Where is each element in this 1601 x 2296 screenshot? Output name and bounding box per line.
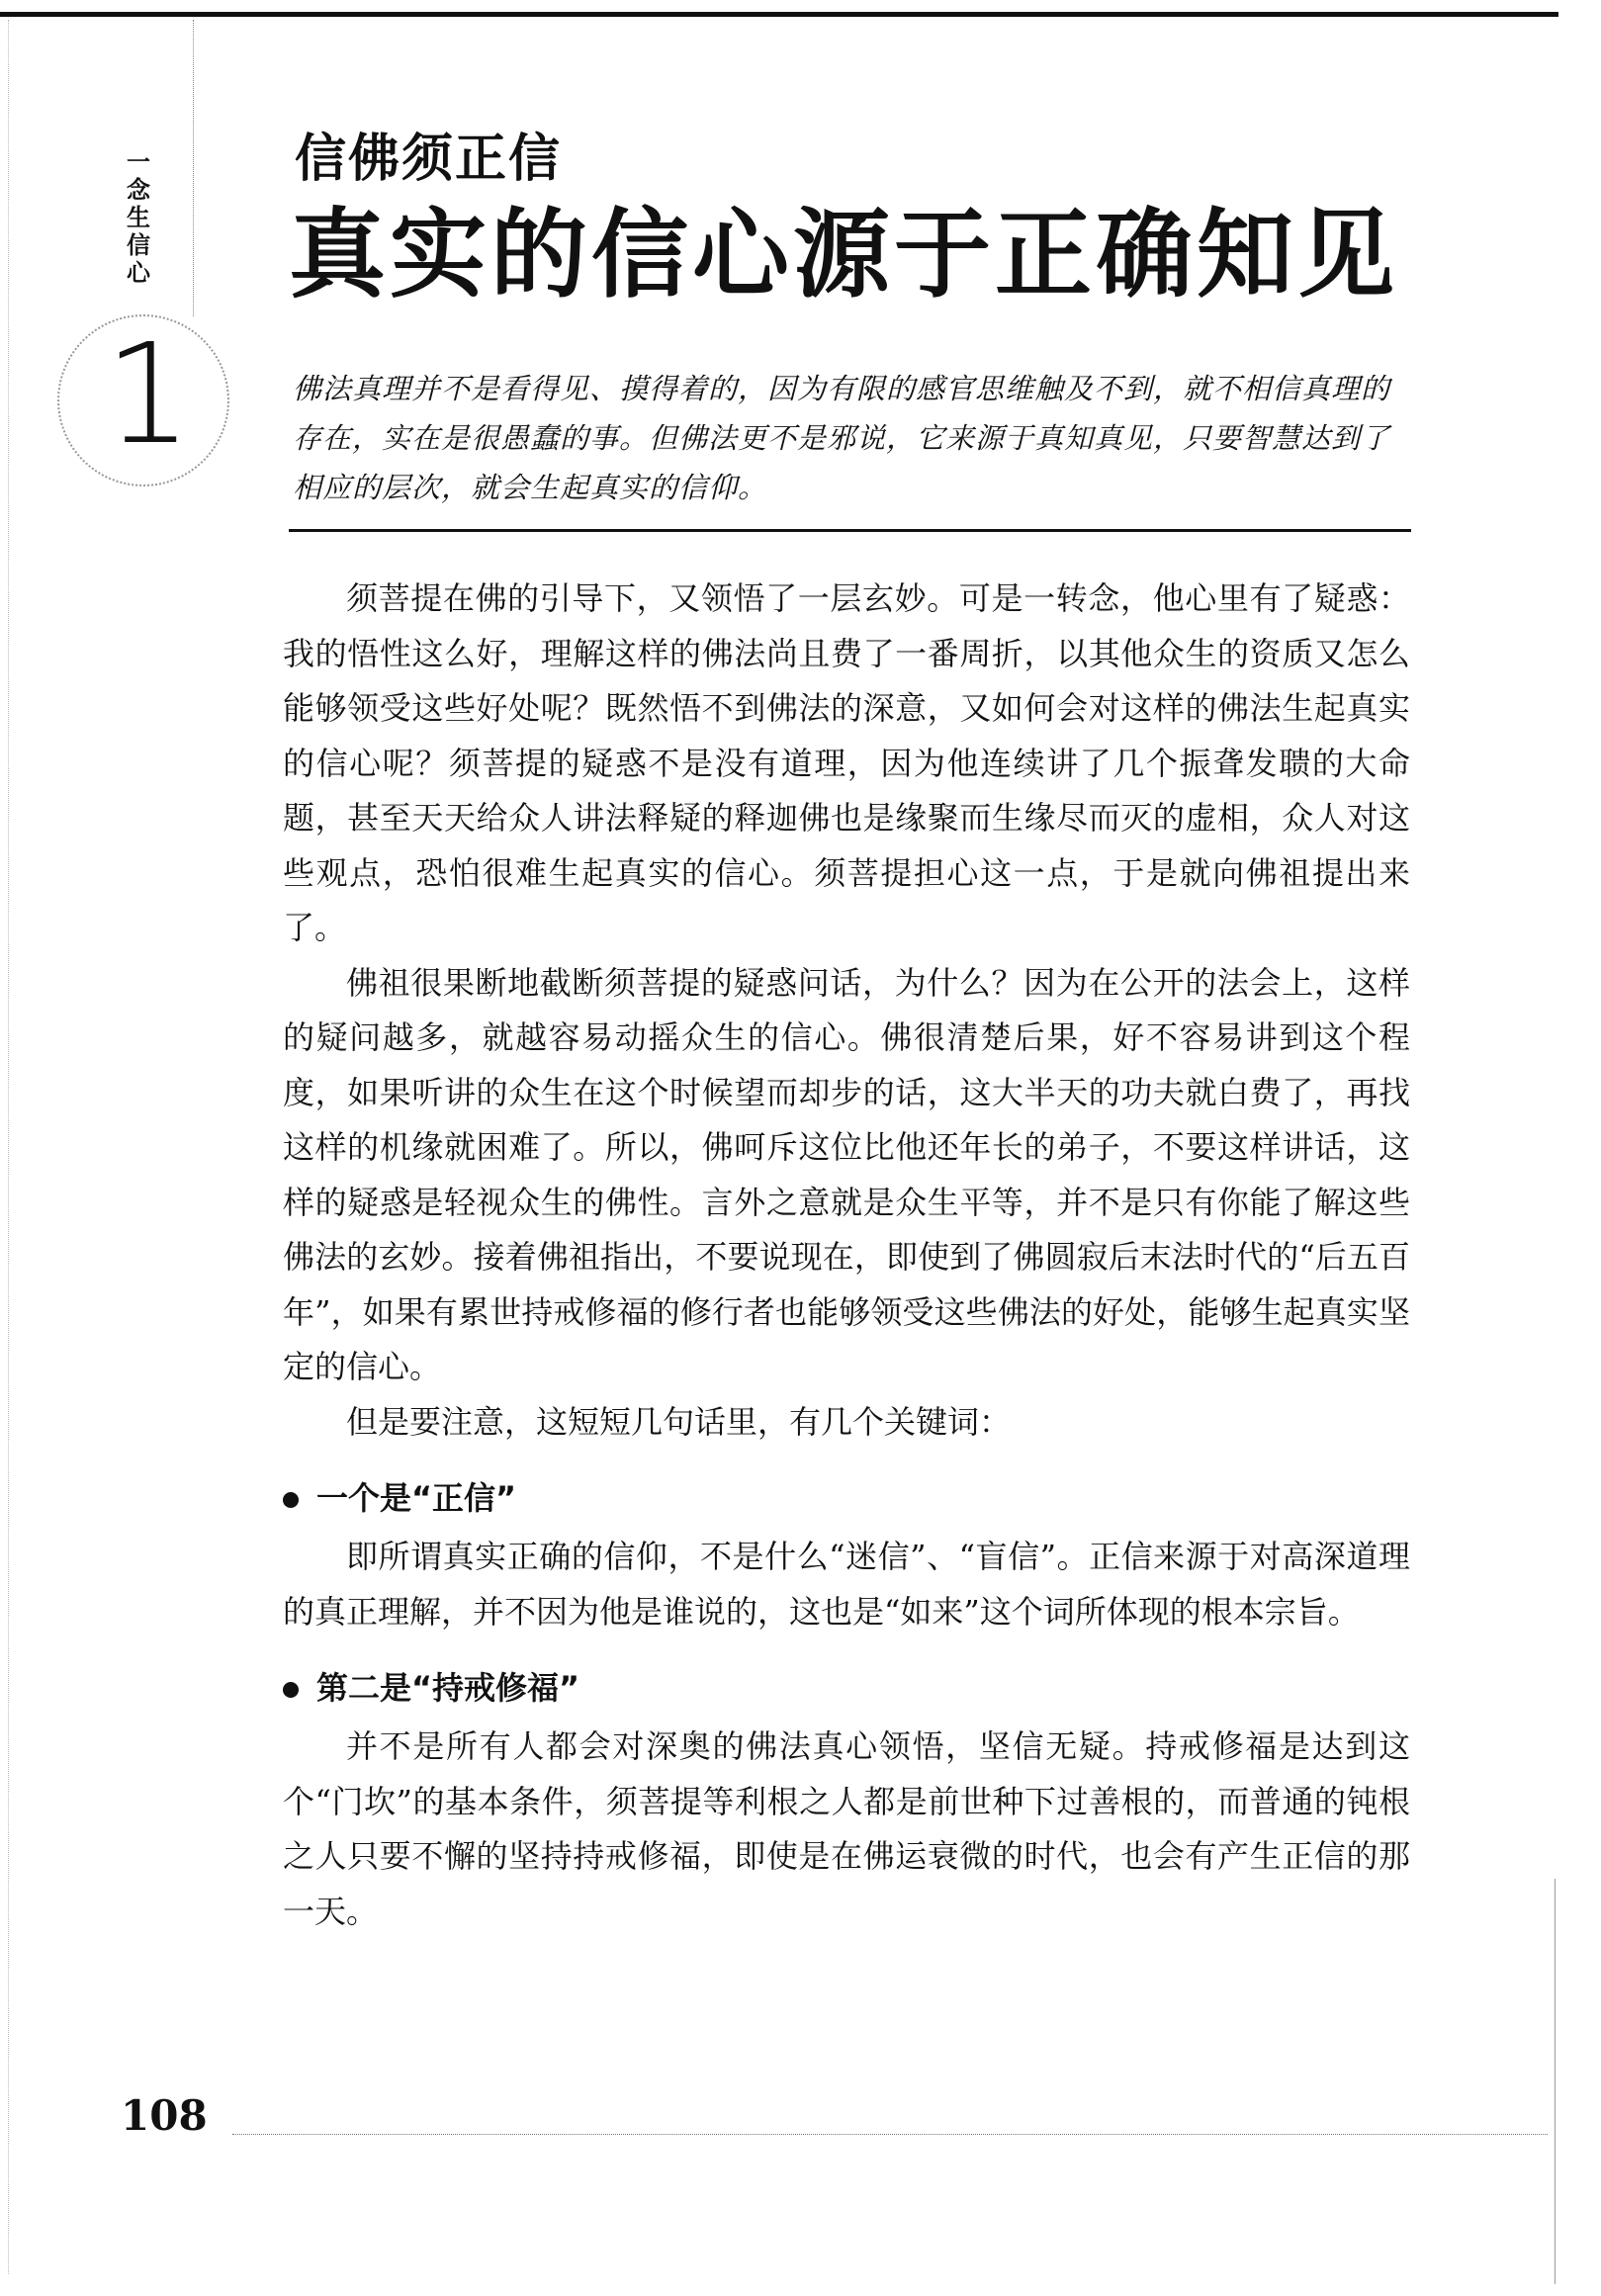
body-text xyxy=(283,572,1410,1939)
scan-edge-right xyxy=(1555,1879,1557,2284)
chapter-number: 1 xyxy=(104,314,193,476)
scan-edge-left xyxy=(8,20,10,2274)
bullet-icon xyxy=(283,1492,299,1508)
section-kicker: 信佛须正信 xyxy=(295,129,563,189)
section-paragraph: 即所谓真实正确的信仰，不是什么“迷信”、“盲信”。正信来源于对高深道理的真正理解，并不因为他是谁说的，这也是“如来”这个词所体现的根本宗旨。 xyxy=(283,1538,1410,1631)
abstract: 佛法真理并不是看得见、摸得着的，因为有限的感官思维触及不到，就不相信真理的存在，实在是很愚蠢的事。但佛法更不是邪说，它来源于真知真见，只要智慧达到了相应的层次，就会生起真实的信仰。 xyxy=(293,372,1391,504)
section-heading-text: 一个是“正信” xyxy=(316,1479,517,1517)
bullet-icon xyxy=(283,1682,299,1698)
paragraph: 佛祖很果断地截断须菩提的疑惑问话，为什么？因为在公开的法会上，这样的疑问越多，就越容易动摇众生的信心。佛很清楚后果，好不容易讲到这个程度，如果听讲的众生在这个时候望而却步的话，这大半天的功夫就白费了，再找这样的机缘就困难了。所以，佛呵斥这位比他还年长的弟子，不要这样讲话，这样的疑惑是轻视众生的佛性。言外之意就是众生平等，并不是只有你能了解这些佛法的玄妙。接着佛祖指出，不要说现在，即使到了佛圆寂后末法时代的“后五百年”，如果有累世持戒修福的修行者也能够领受这些佛法的好处，能够生起真实坚定的信心。 xyxy=(283,963,1410,1385)
side-tab-char: 生 xyxy=(127,204,150,231)
footer-rule xyxy=(232,2134,1548,2136)
side-tab-rule xyxy=(193,20,195,316)
paragraph: 但是要注意，这短短几句话里，有几个关键词： xyxy=(346,1402,1012,1441)
side-tab-char: 心 xyxy=(127,259,150,287)
section-heading xyxy=(283,1661,1410,1716)
side-tab-section-name xyxy=(119,148,158,287)
page-title: 真实的信心源于正确知见 xyxy=(289,199,1399,311)
top-rule xyxy=(0,12,1558,17)
side-tab-char: 一 xyxy=(127,148,150,176)
section-heading-text: 第二是“持戒修福” xyxy=(316,1669,580,1707)
paragraph: 须菩提在佛的引导下，又领悟了一层玄妙。可是一转念，他心里有了疑惑：我的悟性这么好，理解这样的佛法尚且费了一番周折，以其他众生的资质又怎么能够领受这些好处呢？既然悟不到佛法的深意，又如何会对这样的佛法生起真实的信心呢？须菩提的疑惑不是没有道理，因为他连续讲了几个振聋发聩的大命题，甚至天天给众人讲法释疑的释迦佛也是缘聚而生缘尽而灭的虚相，众人对这些观点，恐怕很难生起真实的信心。须菩提担心这一点，于是就向佛祖提出来了。 xyxy=(283,579,1410,946)
section-paragraph: 并不是所有人都会对深奥的佛法真心领悟，坚信无疑。持戒修福是达到这个“门坎”的基本条件，须菩提等利根之人都是前世种下过善根的，而普通的钝根之人只要不懈的坚持持戒修福，即使是在佛运衰微的时代，也会有产生正信的那一天。 xyxy=(283,1727,1410,1930)
side-tab-char: 信 xyxy=(127,231,150,259)
side-tab-char: 念 xyxy=(127,176,150,204)
abstract-divider xyxy=(289,529,1411,532)
page-number: 108 xyxy=(121,2091,208,2140)
section-heading xyxy=(283,1471,1410,1526)
